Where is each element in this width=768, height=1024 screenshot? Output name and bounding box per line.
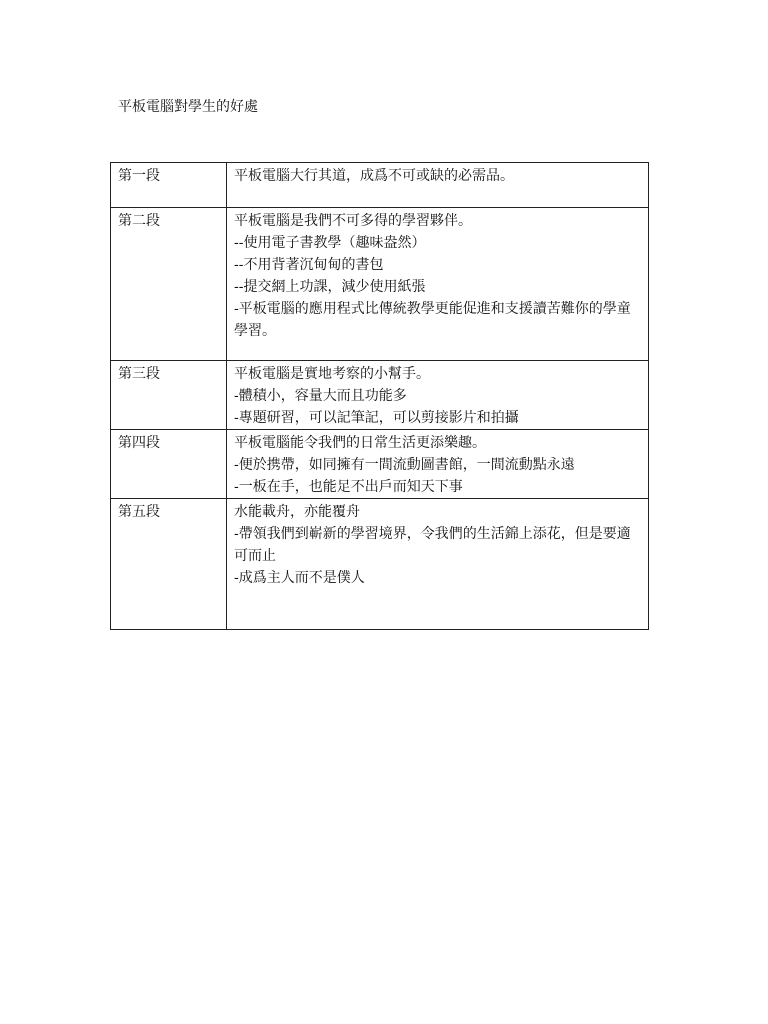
paragraph-label: 第一段: [111, 163, 227, 208]
content-line: --使用電子書教學（趣味盎然）: [234, 235, 426, 251]
content-line: -專題研習，可以記筆記，可以剪接影片和拍攝: [234, 410, 519, 426]
table-row: [111, 208, 649, 361]
content-line: --提交網上功課，減少使用紙張: [234, 279, 426, 295]
content-line: 平板電腦是我們不可多得的學習夥伴。: [234, 213, 472, 229]
paragraph-label: 第五段: [111, 499, 227, 630]
content-line: -成爲主人而不是僕人: [234, 570, 365, 586]
paragraph-label: 第三段: [111, 361, 227, 430]
paragraph-content: [227, 499, 649, 630]
content-line: -一板在手，也能足不出戶而知天下事: [234, 479, 463, 495]
content-line: 平板電腦大行其道，成爲不可或缺的必需品。: [234, 168, 514, 184]
paragraph-label: 第四段: [111, 430, 227, 499]
content-line: -平板電腦的應用程式比傳統教學更能促進和支援讀苦難你的學童學習。: [234, 301, 631, 339]
content-line: 平板電腦能令我們的日常生活更添樂趣。: [234, 435, 486, 451]
paragraph-content: [227, 208, 649, 361]
table-row: [111, 361, 649, 430]
table-row: [111, 163, 649, 208]
paragraph-content: [227, 430, 649, 499]
page-title: 平板電腦對學生的好處: [118, 99, 258, 115]
paragraph-content: [227, 163, 649, 208]
content-line: -帶領我們到嶄新的學習境界，令我們的生活錦上添花，但是要適可而止: [234, 526, 631, 564]
table-row: [111, 430, 649, 499]
content-line: 水能載舟，亦能覆舟: [234, 504, 360, 520]
content-line: 平板電腦是實地考察的小幫手。: [234, 366, 430, 382]
paragraph-content: [227, 361, 649, 430]
content-line: -體積小，容量大而且功能多: [234, 388, 407, 404]
table-row: [111, 499, 649, 630]
content-line: -便於携帶，如同擁有一間流動圖書館，一間流動點永遠: [234, 457, 575, 473]
content-line: --不用背著沉甸甸的書包: [234, 257, 384, 273]
paragraph-label: 第二段: [111, 208, 227, 361]
outline-table: [110, 162, 649, 630]
